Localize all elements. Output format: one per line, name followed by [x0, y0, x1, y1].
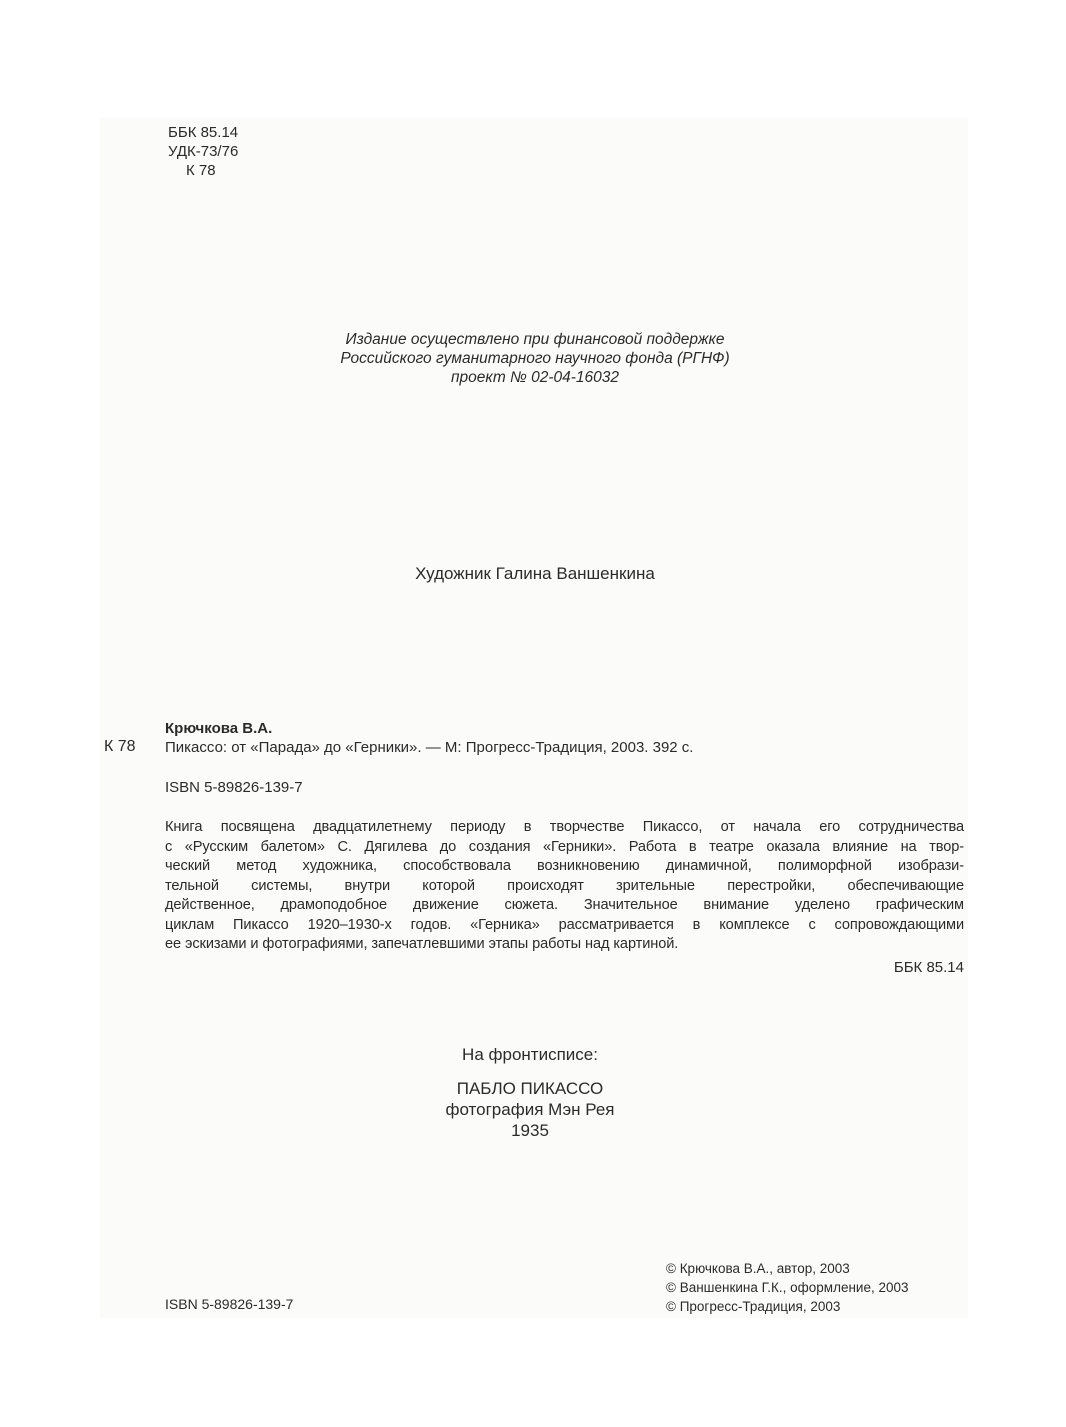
funding-line: проект № 02-04-16032: [450, 369, 620, 386]
funding-line: Издание осуществлено при финансовой поддержке: [345, 331, 725, 348]
artist-credit: Художник Галина Ваншенкина: [415, 564, 655, 583]
abstract-line: действенное, драмоподобное движение сюжета. Значительное внимание уделено графическим: [165, 897, 964, 913]
frontispiece-photographer: фотография Мэн Рея: [445, 1100, 615, 1119]
bbk-code: ББК 85.14: [168, 124, 239, 141]
abstract-line: Книга посвящена двадцатилетнему периоду в творчестве Пикассо, от начала его сотрудничества: [165, 819, 964, 835]
frontispiece-label: На фронтисписе:: [462, 1045, 598, 1064]
book-abstract: [165, 818, 964, 955]
udk-code: УДК-73/76: [168, 143, 239, 160]
author-mark: К 78: [186, 162, 216, 179]
catalog-mark: К 78: [104, 738, 136, 755]
catalog-title: Пикассо: от «Парада» до «Герники». — М: Прогресс-Традиция, 2003. 392 с.: [165, 739, 694, 756]
copyright-line: © Крючкова В.А., автор, 2003: [666, 1261, 850, 1276]
bleed-through-shadow: [190, 375, 890, 535]
catalog-isbn: ISBN 5-89826-139-7: [165, 779, 303, 796]
catalog-author: Крючкова В.А.: [165, 720, 273, 737]
copyright-block: [666, 1259, 909, 1316]
abstract-line: ее эскизами и фотографиями, запечатлевшими этапы работы над картиной.: [165, 936, 679, 952]
funding-note: [250, 330, 820, 387]
frontispiece-subject: ПАБЛО ПИКАССО: [456, 1079, 604, 1098]
copyright-line: © Ваншенкина Г.К., оформление, 2003: [666, 1280, 909, 1295]
footer-isbn: ISBN 5-89826-139-7: [165, 1296, 294, 1312]
frontispiece-year: 1935: [511, 1121, 549, 1140]
funding-line: Российского гуманитарного научного фонда (РГНФ): [340, 350, 730, 367]
classification-codes: [168, 123, 238, 180]
abstract-line: с «Русским балетом» С. Дягилева до создания «Герники». Работа в театре оказала влияние на твор-: [165, 838, 964, 855]
abstract-line: ческий метод художника, способствовала возникновению динамичной, полиморфной изобрази-: [165, 858, 964, 874]
abstract-line: циклам Пикассо 1920–1930-х годов. «Герника» рассматривается в комплексе с сопровождающими: [165, 916, 964, 933]
abstract-bbk: ББК 85.14: [893, 959, 964, 976]
copyright-line: © Прогресс-Традиция, 2003: [666, 1299, 841, 1314]
abstract-line: тельной системы, внутри которой происходят зрительные перестройки, обеспечивающие: [165, 877, 964, 894]
frontispiece-caption: [330, 1078, 730, 1141]
